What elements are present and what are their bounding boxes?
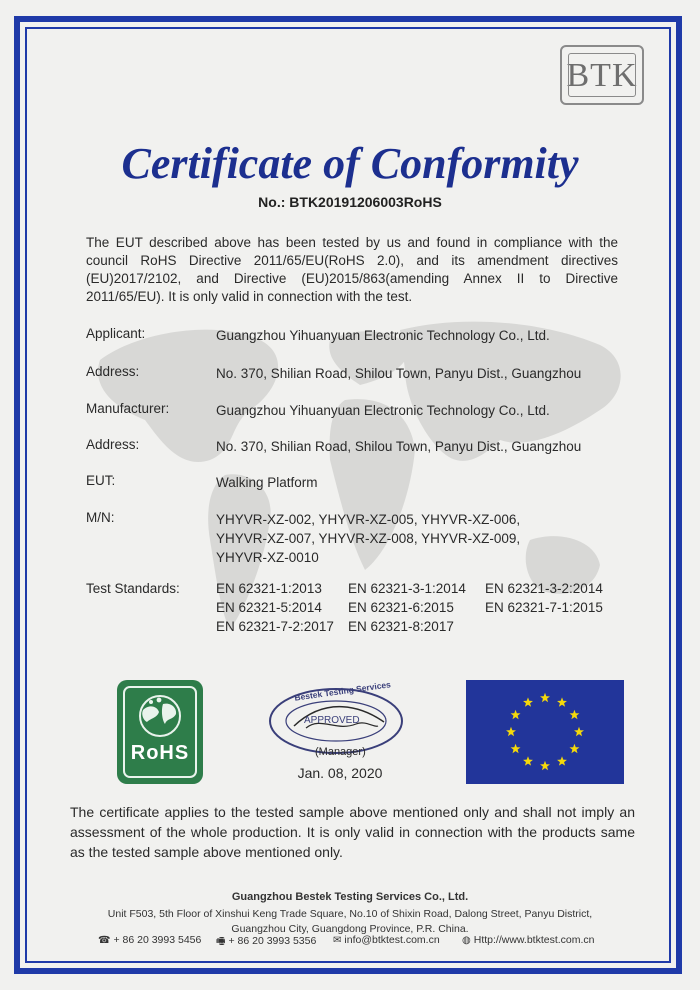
model-line: YHYVR-XZ-002, YHYVR-XZ-005, YHYVR-XZ-006, xyxy=(216,512,521,527)
globe-icon xyxy=(129,694,191,738)
applicant-value: Guangzhou Yihuanyuan Electronic Technology Co., Ltd. xyxy=(216,328,550,343)
eu-flag xyxy=(466,680,624,784)
rohs-label: RoHS xyxy=(130,742,190,764)
email-icon: ✉ xyxy=(333,935,342,946)
eu-star xyxy=(570,710,580,719)
eu-star xyxy=(511,710,521,719)
stamp-role-text: (Manager) xyxy=(315,746,366,758)
manufacturer-value: Guangzhou Yihuanyuan Electronic Technology Co., Ltd. xyxy=(216,403,550,418)
contact-email xyxy=(333,934,440,946)
standard-item: EN 62321-3-2:2014 xyxy=(485,581,603,596)
issuer-company: Guangzhou Bestek Testing Services Co., Ltd. xyxy=(231,891,469,903)
eu-star xyxy=(540,761,550,770)
applicant-address-label: Address: xyxy=(86,364,140,379)
standard-item: EN 62321-5:2014 xyxy=(216,600,322,615)
btk-logo-text: BTK xyxy=(566,57,638,94)
manufacturer-address-value: No. 370, Shilian Road, Shilou Town, Panyu Dist., Guangzhou xyxy=(216,439,582,454)
standard-item: EN 62321-3-1:2014 xyxy=(348,581,466,596)
standard-item: EN 62321-7-1:2015 xyxy=(485,600,603,615)
standard-item: EN 62321-1:2013 xyxy=(216,581,322,596)
standard-item: EN 62321-6:2015 xyxy=(348,600,454,615)
contact-fax xyxy=(216,934,316,951)
eut-label: EUT: xyxy=(86,473,116,488)
compliance-statement: The EUT described above has been tested by us and found in compliance with the council RoHS Directive 2011/65/EU(RoHS 2.0), and its amendment directives (EU)2017/2102, and Directive (EU)2015/863(amending Annex II to Directive 2011/65/EU). It is only valid in connection with the test. xyxy=(86,235,618,304)
applicant-label: Applicant: xyxy=(86,326,146,341)
eu-star xyxy=(523,756,533,765)
email-address[interactable]: info@btktest.com.cn xyxy=(344,934,440,946)
stamp-approved-text: APPROVED xyxy=(304,715,360,726)
standards-label: Test Standards: xyxy=(86,581,180,596)
eu-star xyxy=(557,697,567,706)
issuer-address-line: Unit F503, 5th Floor of Xinshui Keng Trade Square, No.10 of Shixin Road, Dalong Street, Panyu District, xyxy=(107,908,593,920)
applicant-address-value: No. 370, Shilian Road, Shilou Town, Panyu Dist., Guangzhou xyxy=(216,366,582,381)
issuer-address-line: Guangzhou City, Guangdong Province, P.R. China. xyxy=(231,923,469,935)
phone-number: + 86 20 3993 5456 xyxy=(113,934,202,946)
website-url[interactable]: Http://www.btktest.com.cn xyxy=(473,934,595,946)
eu-star xyxy=(511,744,521,753)
stamp-ring-text: Bestek Testing Services xyxy=(293,679,392,703)
model-line: YHYVR-XZ-007, YHYVR-XZ-008, YHYVR-XZ-009, xyxy=(216,531,521,546)
globe-icon: ◍ xyxy=(462,935,471,946)
eu-star xyxy=(540,693,550,702)
rohs-badge xyxy=(117,680,203,784)
eu-stars-icon xyxy=(466,680,624,784)
standard-item: EN 62321-8:2017 xyxy=(348,619,454,634)
eu-star xyxy=(574,727,584,736)
eut-value: Walking Platform xyxy=(216,475,318,490)
eu-star xyxy=(570,744,580,753)
certificate-title: Certificate of Conformity xyxy=(121,139,579,188)
contact-web xyxy=(462,934,595,946)
contact-phone xyxy=(98,934,201,946)
eu-star xyxy=(557,756,567,765)
eu-star xyxy=(523,697,533,706)
model-label: M/N: xyxy=(86,510,115,525)
issuer-address xyxy=(0,907,700,937)
phone-icon: ☎ xyxy=(98,935,111,946)
approval-date: Jan. 08, 2020 xyxy=(297,765,383,781)
btk-logo xyxy=(560,45,644,105)
manufacturer-address-label: Address: xyxy=(86,437,140,452)
eu-star xyxy=(506,727,516,736)
manufacturer-label: Manufacturer: xyxy=(86,401,170,416)
standard-item: EN 62321-7-2:2017 xyxy=(216,619,334,634)
fax-icon: 🖷 xyxy=(216,936,226,947)
model-line: YHYVR-XZ-0010 xyxy=(216,550,319,565)
certificate-footnote: The certificate applies to the tested sample above mentioned only and shall not imply an assessment of the whole production. It is only valid in connection with the products same as the tested sample above mentioned only. xyxy=(70,804,635,860)
model-values xyxy=(216,510,636,567)
fax-number: + 86 20 3993 5356 xyxy=(228,935,317,947)
certificate-number: No.: BTK20191206003RoHS xyxy=(258,194,442,210)
